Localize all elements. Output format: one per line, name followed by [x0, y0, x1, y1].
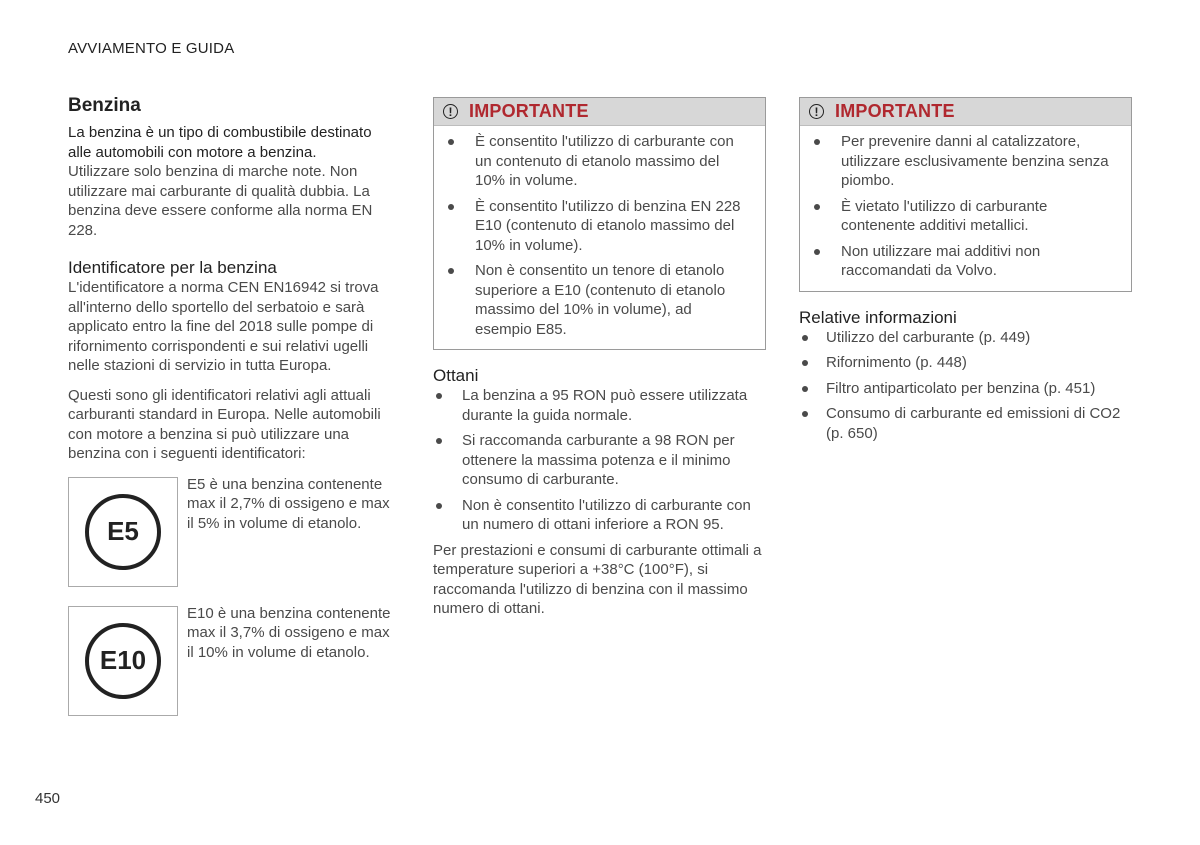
e5-description: E5 è una benzina contenente max il 2,7% di ossigeno e max il 5% in volume di etanolo.: [187, 475, 390, 532]
lead-text: La benzina è un tipo di combustibile destinato alle automobili con motore a benzina.: [68, 124, 372, 161]
important-item: Per prevenire danni al catalizzatore, utilizzare esclusivamente benzina senza piombo.: [814, 132, 1113, 191]
important-item: È consentito l'utilizzo di benzina EN 228 E10 (contenuto di etanolo massimo del 10% in volume).: [448, 197, 747, 256]
important-title: IMPORTANTE: [835, 101, 955, 121]
related-link[interactable]: Utilizzo del carburante (p. 449): [799, 328, 1132, 348]
page-header: AVVIAMENTO E GUIDA: [68, 40, 235, 57]
important-item: Non utilizzare mai additivi non raccomandati da Volvo.: [814, 242, 1113, 281]
important-box: [433, 97, 766, 350]
page-number: 450: [35, 790, 61, 807]
important-item: È vietato l'utilizzo di carburante contenente additivi metallici.: [814, 197, 1113, 236]
important-item: Non è consentito un tenore di etanolo superiore a E10 (contenuto di etanolo massimo del 10% in volume), ad esempio E85.: [448, 261, 747, 339]
e10-fuel-icon: E10: [85, 623, 161, 699]
e5-fuel-icon: E5: [85, 494, 161, 570]
important-box: [799, 97, 1132, 292]
e10-label-box: [68, 606, 178, 716]
subsection-title: Identificatore per la benzina: [68, 258, 277, 277]
e5-label-box: [68, 477, 178, 587]
related-link[interactable]: Consumo di carburante ed emissioni di CO2 (p. 650): [799, 404, 1132, 443]
important-header: [434, 98, 765, 126]
column-important: [799, 97, 1132, 449]
e10-description: E10 è una benzina contenente max il 3,7% di ossigeno e max il 10% in volume di etanolo.: [187, 604, 391, 661]
subsection-title: Relative informazioni: [799, 307, 957, 327]
list-item: La benzina a 95 RON può essere utilizzata durante la guida normale.: [433, 386, 766, 425]
section-title: Benzina: [68, 95, 141, 116]
list-item: Si raccomanda carburante a 98 RON per ottenere la massima potenza e il minimo consumo di carburante.: [433, 431, 766, 490]
important-header: [800, 98, 1131, 126]
warning-icon: !: [809, 104, 824, 119]
fuel-identifier-e10: [68, 606, 398, 716]
related-link[interactable]: Rifornimento (p. 448): [799, 353, 1132, 373]
list-item: Non è consentito l'utilizzo di carburante con un numero di ottani inferiore a RON 95.: [433, 496, 766, 535]
intro-text: Utilizzare solo benzina di marche note. Non utilizzare mai carburante di qualità dubbia. La benzina deve essere conforme alla norma EN 228.: [68, 163, 373, 239]
identifier-paragraph: L'identificatore a norma CEN EN16942 si trova all'interno dello sportello del serbatoio e sarà applicato entro la fine del 2018 sulle pompe di rifornimento corrispondenti e sui relativi ugelli nelle stazioni di servizio in tutta Europa.: [68, 279, 379, 374]
related-link[interactable]: Filtro antiparticolato per benzina (p. 451): [799, 379, 1132, 399]
important-item: È consentito l'utilizzo di carburante con un contenuto di etanolo massimo del 10% in volume.: [448, 132, 747, 191]
octane-paragraph: Per prestazioni e consumi di carburante ottimali a temperature superiori a +38°C (100°F), si raccomanda l'utilizzo di benzina con il massimo numero di ottani.: [433, 541, 762, 617]
subsection-title: Ottani: [433, 366, 479, 385]
important-title: IMPORTANTE: [469, 101, 589, 121]
warning-icon: !: [443, 104, 458, 119]
column-benzina: [68, 95, 398, 716]
fuel-identifier-e5: [68, 477, 398, 587]
identifier-paragraph-2: Questi sono gli identificatori relativi agli attuali carburanti standard in Europa. Nelle automobili con motore a benzina si può utilizzare una benzina con i seguenti identificatori:: [68, 386, 381, 462]
column-ottani: [433, 97, 766, 619]
